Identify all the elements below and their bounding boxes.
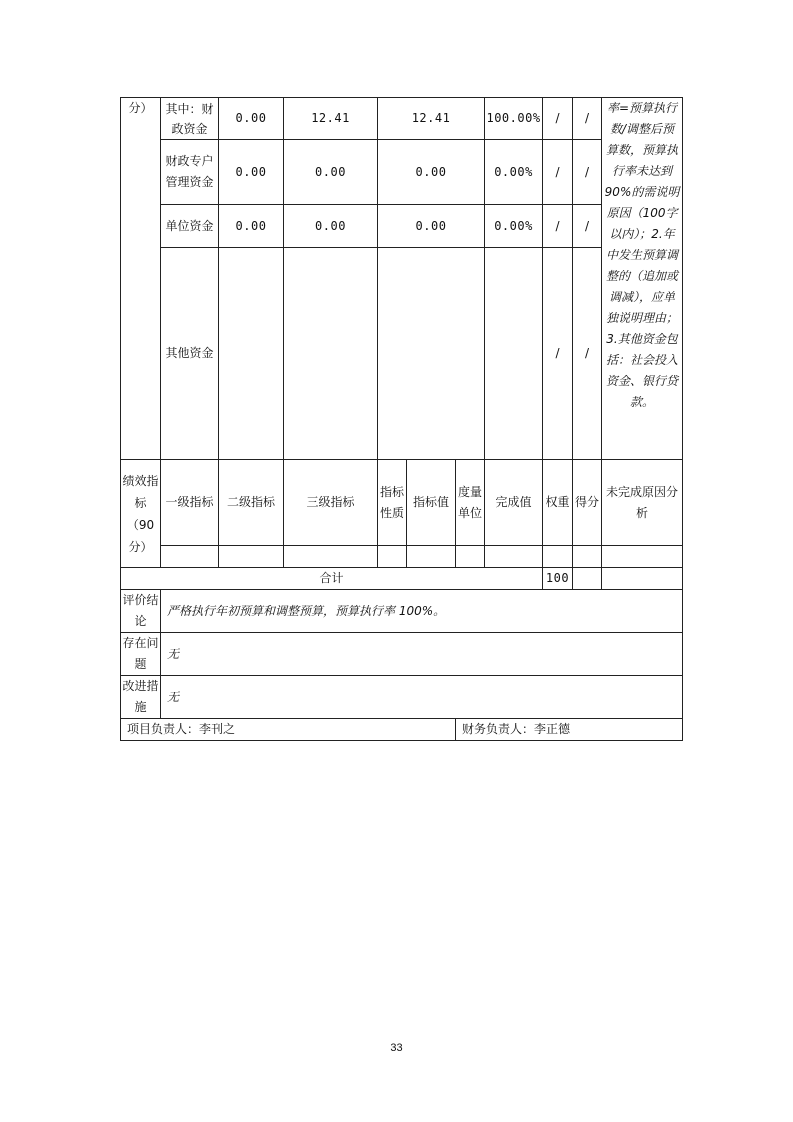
empty-cell (602, 546, 683, 568)
empty-cell (161, 546, 219, 568)
empty-cell (378, 546, 407, 568)
page-number: 33 (390, 1042, 403, 1054)
budget-row-special (121, 140, 683, 205)
score-slash: / (573, 98, 602, 140)
empty-cell (219, 546, 284, 568)
header-weight: 权重 (543, 460, 573, 546)
score-slash: / (543, 140, 573, 205)
budget-cell: 0.00 (284, 140, 378, 205)
score-slash: / (573, 205, 602, 248)
total-label: 合计 (121, 568, 543, 590)
total-row (121, 568, 683, 590)
budget-row-label: 财政专户管理资金 (161, 140, 219, 205)
evaluation-row (121, 590, 683, 633)
header-nature: 指标性质 (378, 460, 407, 546)
evaluation-label: 评价结论 (121, 590, 161, 633)
budget-row-label: 单位资金 (161, 205, 219, 248)
issues-label: 存在问题 (121, 633, 161, 676)
budget-cell (378, 248, 485, 460)
score-slash: / (543, 98, 573, 140)
budget-row-label: 其他资金 (161, 248, 219, 460)
budget-rate-cell: 0.00% (485, 205, 543, 248)
performance-evaluation-table (120, 97, 683, 741)
budget-cell: 0.00 (219, 140, 284, 205)
budget-cell: 0.00 (378, 140, 485, 205)
header-score: 得分 (573, 460, 602, 546)
performance-section-label: 绩效指标（90分） (121, 460, 161, 568)
performance-header-row (121, 460, 683, 546)
project-lead-signature: 项目负责人：李刊之 (121, 719, 456, 741)
budget-row-label: 其中：财政资金 (161, 98, 219, 140)
budget-cell: 12.41 (284, 98, 378, 140)
header-completed: 完成值 (485, 460, 543, 546)
empty-cell (485, 546, 543, 568)
score-slash: / (573, 248, 602, 460)
measures-label: 改进措施 (121, 676, 161, 719)
performance-empty-row (121, 546, 683, 568)
empty-cell (602, 568, 683, 590)
empty-cell (284, 546, 378, 568)
empty-cell (543, 546, 573, 568)
header-level3: 三级指标 (284, 460, 378, 546)
issues-row (121, 633, 683, 676)
empty-cell (456, 546, 485, 568)
empty-cell (407, 546, 456, 568)
evaluation-text: 严格执行年初预算和调整预算，预算执行率 100%。 (161, 590, 683, 633)
measures-row (121, 676, 683, 719)
header-level2: 二级指标 (219, 460, 284, 546)
budget-row-unit (121, 205, 683, 248)
measures-text: 无 (161, 676, 683, 719)
budget-note: 率=预算执行数/调整后预算数，预算执行率未达到90%的需说明原因（100字以内）；2.年中发生预算调整的（追加或调减），应单独说明理由；3.其他资金包括：社会投入资金、银行贷款。 (602, 98, 683, 460)
budget-row-other (121, 248, 683, 460)
finance-lead-signature: 财务负责人：李正德 (456, 719, 683, 741)
issues-text: 无 (161, 633, 683, 676)
budget-cell: 0.00 (284, 205, 378, 248)
score-slash: / (543, 248, 573, 460)
budget-rate-cell: 0.00% (485, 140, 543, 205)
signature-row (121, 719, 683, 741)
budget-rate-cell (485, 248, 543, 460)
budget-cell (219, 248, 284, 460)
header-level1: 一级指标 (161, 460, 219, 546)
empty-cell (573, 546, 602, 568)
budget-cell (284, 248, 378, 460)
score-slash: / (543, 205, 573, 248)
budget-cell: 0.00 (378, 205, 485, 248)
empty-cell (573, 568, 602, 590)
header-value: 指标值 (407, 460, 456, 546)
score-slash: / (573, 140, 602, 205)
total-weight: 100 (543, 568, 573, 590)
budget-row-fiscal (121, 98, 683, 140)
budget-section-label: 分） (121, 98, 161, 460)
header-reason: 未完成原因分析 (602, 460, 683, 546)
budget-cell: 0.00 (219, 205, 284, 248)
budget-cell: 0.00 (219, 98, 284, 140)
header-unit: 度量单位 (456, 460, 485, 546)
budget-rate-cell: 100.00% (485, 98, 543, 140)
budget-cell: 12.41 (378, 98, 485, 140)
